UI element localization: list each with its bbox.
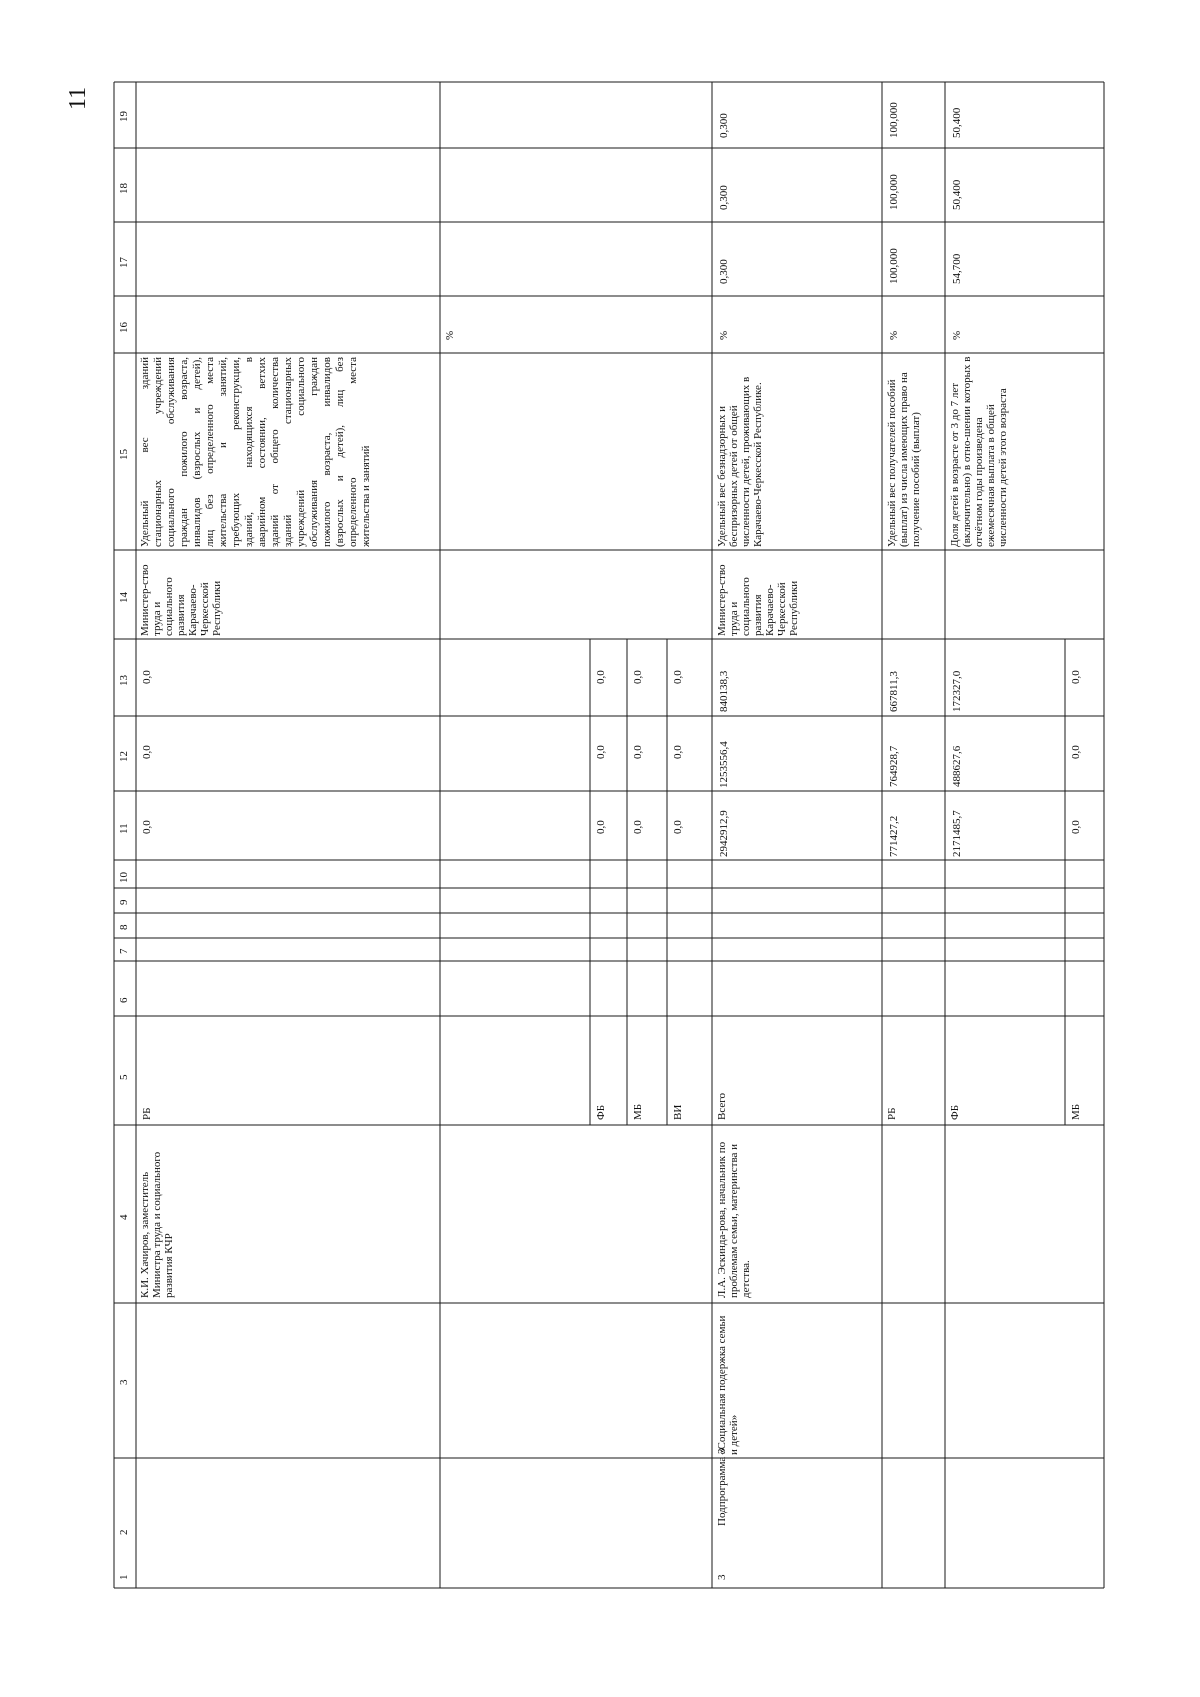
row-d-unit: % xyxy=(888,330,900,340)
column-number-6: 6 xyxy=(118,997,130,1003)
row-e-source: ФБ xyxy=(949,1104,961,1120)
row-d-col19: 100,000 xyxy=(888,102,900,138)
column-number-17: 17 xyxy=(118,257,130,268)
row-c-col17: 0,300 xyxy=(718,259,730,284)
row-c-responsible: Л.А. Эскинда-рова, начальник по проблемам семьи, материнства и детства. xyxy=(716,1141,752,1298)
indicator-line: жительства и занятий xyxy=(360,445,372,547)
row-f-col12: 0,0 xyxy=(1070,745,1082,759)
row-d-col17: 100,000 xyxy=(888,248,900,284)
indicator-line: требующих реконструкции, xyxy=(230,357,242,547)
column-number-5: 5 xyxy=(118,1074,130,1080)
column-number-10: 10 xyxy=(118,872,130,883)
column-number-9: 9 xyxy=(118,899,130,905)
indicator-line: социального обслуживания xyxy=(165,357,177,547)
column-number-1: 1 xyxy=(118,1574,130,1580)
row-c-col12: 1253556,4 xyxy=(718,741,730,788)
indicator-line: граждан пожилого возраста, xyxy=(178,357,190,547)
row-c-title: «Социальная подержка семьи и детей» xyxy=(716,1315,740,1455)
indicator-line: лиц без определенного места xyxy=(204,357,216,547)
column-number-7: 7 xyxy=(118,948,130,954)
indicator-line: пожилого возраста, инвалидов xyxy=(321,357,333,547)
row-b-mb-col11: 0,0 xyxy=(632,820,644,834)
column-number-15: 15 xyxy=(118,449,130,460)
row-b-source-vi: ВИ xyxy=(672,1104,684,1120)
indicator-line: инвалидов (взрослых и детей), xyxy=(191,357,203,547)
row-d-col13: 667811,3 xyxy=(888,671,900,712)
row-c-col11: 2942912,9 xyxy=(718,810,730,857)
indicator-line: учреждений социального xyxy=(295,357,307,547)
row-c-col18: 0,300 xyxy=(718,185,730,210)
indicator-line: обслуживания граждан xyxy=(308,357,320,547)
indicator-line: (взрослых и детей), лиц без xyxy=(334,357,346,547)
column-number-13: 13 xyxy=(118,675,130,686)
row-b-fb-col11: 0,0 xyxy=(595,820,607,834)
column-number-2: 2 xyxy=(118,1529,130,1535)
row-f-source: МБ xyxy=(1070,1103,1082,1120)
row-b-vi-col13: 0,0 xyxy=(672,670,684,684)
column-number-16: 16 xyxy=(118,322,130,333)
row-f-col11: 0,0 xyxy=(1070,820,1082,834)
indicator-line: Удельный вес зданий xyxy=(139,357,151,547)
column-number-14: 14 xyxy=(118,592,130,603)
column-number-11: 11 xyxy=(118,823,130,834)
row-e-col13: 172327,0 xyxy=(951,670,963,712)
row-a-col12: 0,0 xyxy=(141,745,153,759)
indicator-line: зданий от общего количества xyxy=(269,357,281,547)
row-a-executor: Министер-ство труда и социального развития Карачаево-Черкесской Республики xyxy=(139,564,223,636)
row-d-source: РБ xyxy=(886,1107,898,1120)
indicator-line: зданий стационарных xyxy=(282,357,294,547)
row-b-source-mb: МБ xyxy=(632,1103,644,1120)
row-c-executor: Министер-ство труда и социального развития Карачаево-Черкесской Республики xyxy=(716,564,800,636)
row-b-vi-col12: 0,0 xyxy=(672,745,684,759)
row-e-col19: 50,400 xyxy=(951,107,963,138)
row-e-unit: % xyxy=(951,330,963,340)
row-c-number: 3 xyxy=(716,1574,728,1580)
indicator-line: аварийном состоянии, ветхих xyxy=(256,357,268,547)
column-number-3: 3 xyxy=(118,1379,130,1385)
row-e-col17: 54,700 xyxy=(951,253,963,284)
column-number-19: 19 xyxy=(118,111,130,122)
column-number-18: 18 xyxy=(118,183,130,194)
row-c-col19: 0,300 xyxy=(718,113,730,138)
row-d-indicator: Удельный вес получателей пособий (выплат) из числа имеющих право на получение пособий (выплат) xyxy=(886,372,922,547)
row-a-col13: 0,0 xyxy=(141,670,153,684)
row-b-mb-col12: 0,0 xyxy=(632,745,644,759)
column-number-4: 4 xyxy=(118,1214,130,1220)
row-d-col18: 100,000 xyxy=(888,174,900,210)
column-number-8: 8 xyxy=(118,924,130,930)
indicator-line: жительства и занятий, xyxy=(217,357,229,547)
row-d-col12: 764928,7 xyxy=(888,745,900,787)
column-number-12: 12 xyxy=(118,751,130,762)
row-b-vi-col11: 0,0 xyxy=(672,820,684,834)
indicator-line: зданий, находящихся в xyxy=(243,357,255,547)
indicator-line: стационарных учреждений xyxy=(152,357,164,547)
row-a-source: РБ xyxy=(141,1107,153,1120)
indicator-line: определенного места xyxy=(347,357,359,547)
row-b-fb-col12: 0,0 xyxy=(595,745,607,759)
row-d-col11: 771427,2 xyxy=(888,815,900,857)
row-b-mb-col13: 0,0 xyxy=(632,670,644,684)
row-b-fb-col13: 0,0 xyxy=(595,670,607,684)
row-f-col13: 0,0 xyxy=(1070,670,1082,684)
row-c-source: Всего xyxy=(716,1093,728,1120)
row-c-program: Подпрограмма 3 xyxy=(716,1448,728,1526)
row-c-col13: 840138,3 xyxy=(718,670,730,712)
row-b-unit: % xyxy=(444,330,456,340)
row-e-col12: 488627,6 xyxy=(951,745,963,787)
row-a-col11: 0,0 xyxy=(141,820,153,834)
row-e-col11: 2171485,7 xyxy=(951,810,963,857)
row-c-indicator: Удельный вес безнадзорных и беспризорных детей от общей численности детей, проживающих в Карачаево-Черкесской Республике. xyxy=(716,376,764,547)
row-b-source-fb: ФБ xyxy=(595,1104,607,1120)
row-a-responsible: К.И. Хачиров, заместитель Министра труда и социального развития КЧР xyxy=(139,1151,175,1298)
row-e-col18: 50,400 xyxy=(951,179,963,210)
page-number: 11 xyxy=(65,86,91,110)
row-c-unit: % xyxy=(718,330,730,340)
row-e-indicator: Доля детей в возрасте от 3 до 7 лет (включительно) в отно-шении которых в отчётном годы произведена ежемесячная выплата в общей численности детей этого возраста xyxy=(949,356,1009,547)
